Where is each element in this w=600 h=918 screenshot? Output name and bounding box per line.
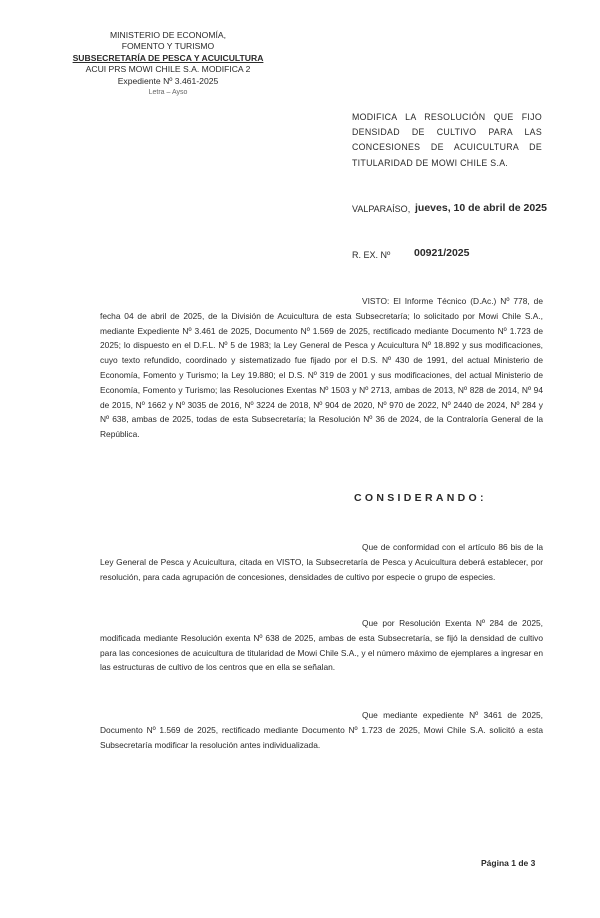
page-number: Página 1 de 3 — [481, 858, 536, 868]
considerando-heading: CONSIDERANDO: — [354, 492, 487, 504]
resolution-label: R. EX. Nº — [352, 250, 391, 260]
considerando-paragraph-3 — [100, 708, 543, 752]
reference-code: ACUI PRS MOWI CHILE S.A. MODIFICA 2 — [85, 64, 251, 75]
document-subject: MODIFICA LA RESOLUCIÓN QUE FIJO DENSIDAD DE CULTIVO PARA LAS CONCESIONES DE ACUICULTURA DE TITULARIDAD DE MOWI CHILE S.A. — [352, 112, 542, 168]
visto-text: VISTO: El Informe Técnico (D.Ac.) Nº 778, de fecha 04 de abril de 2025, de la División de Acuicultura de esta Subsecretaría; lo solicitado por Mowi Chile S.A., mediante Expediente Nº 3.461 de 2025, Documento Nº 1.569 de 2025, rectificado mediante Documento Nº 1.723 de 2025; lo dispuesto en el D.F.L. Nº 5 de 1983; la Ley General de Pesca y Acuicultura Nº 18.892 y sus modificaciones, cuyo texto refundido, coordinado y sistematizado fue fijado por el D.S. Nº 430 de 1991, del actual Ministerio de Economía, Fomento y Turismo; la Ley 19.880; el D.S. Nº 319 de 2001 y sus modificaciones, del actual Ministerio de Economía, Fomento y Turismo; las Resoluciones Exentas Nº 1503 y Nº 2713, ambas de 2013, Nº 828 de 2014, Nº 94 de 2015, Nº 1662 y Nº 3035 de 2016, Nº 3224 de 2018, Nº 904 de 2020, Nº 970 de 2022, Nº 2440 de 2024, Nº 284 y Nº 638, ambas de 2025, todas de esta Subsecretaría; la Resolución Nº 36 de 2024, de la Contraloría General de la República. — [100, 296, 543, 440]
ministry-line-2: FOMENTO Y TURISMO — [121, 41, 215, 52]
visto-paragraph — [100, 294, 543, 442]
considerando-text-3: Que mediante expediente Nº 3461 de 2025, Documento Nº 1.569 de 2025, rectificado mediante Documento Nº 1.723 de 2025, Mowi Chile S.A. solicitó a esta Subsecretaría modificar la resolución antes individualizada. — [100, 710, 543, 750]
document-date: jueves, 10 de abril de 2025 — [415, 202, 547, 214]
subsecretaria-line: SUBSECRETARÍA DE PESCA Y ACUICULTURA — [72, 52, 264, 63]
considerando-text-1: Que de conformidad con el artículo 86 bis de la Ley General de Pesca y Acuicultura, citada en VISTO, la Subsecretaría de Pesca y Acuicultura deberá establecer, por resolución, para cada agrupación de concesiones, densidades de cultivo por especie o grupo de especies. — [100, 542, 543, 582]
letterhead — [58, 30, 278, 98]
ministry-line: MINISTERIO DE ECONOMÍA, — [109, 30, 227, 40]
expediente-number: Expediente Nº 3.461-2025 — [117, 75, 219, 86]
place-label: VALPARAÍSO, — [352, 204, 411, 214]
considerando-paragraph-2 — [100, 616, 543, 675]
initials-line: Letra – Ayso — [148, 89, 188, 97]
considerando-paragraph-1 — [100, 540, 543, 584]
considerando-text-2: Que por Resolución Exenta Nº 284 de 2025, modificada mediante Resolución exenta Nº 638 de 2025, ambas de esta Subsecretaría, se fijó la densidad de cultivo para las concesiones de acuicultura de titularidad de Mowi Chile S.A., y el número máximo de ejemplares a ingresar en las estructuras de cultivo de los centros que en ella se señalan. — [100, 618, 543, 673]
resolution-number: 00921/2025 — [414, 247, 470, 259]
